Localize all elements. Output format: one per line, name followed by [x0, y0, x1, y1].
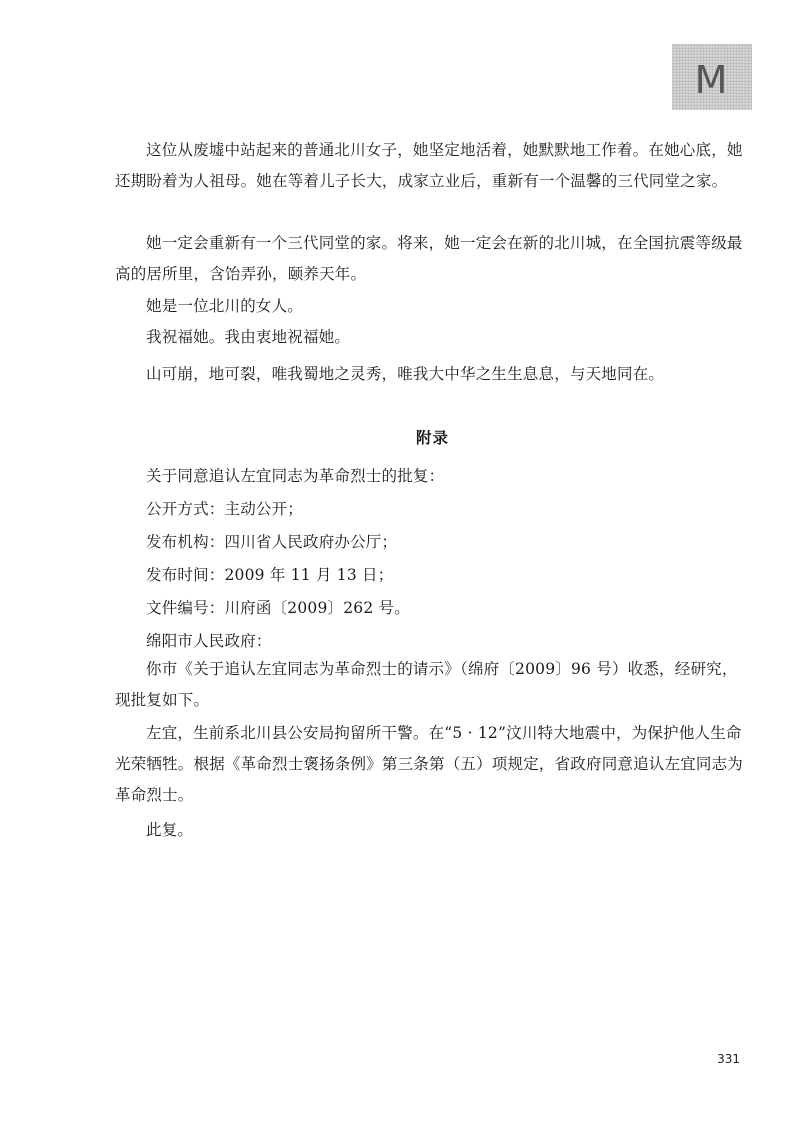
body-paragraph-5: 山可崩，地可裂，唯我蜀地之灵秀，唯我大中华之生生息息，与天地同在。 [146, 365, 665, 383]
section-tab-letter: M [694, 58, 728, 102]
appendix-disclosure: 公开方式：主动公开； [146, 500, 304, 518]
appendix-title-line: 关于同意追认左宜同志为革命烈士的批复： [146, 467, 445, 485]
body-paragraph-4: 我祝福她。我由衷地祝福她。 [146, 328, 351, 346]
body-paragraph-1: 这位从废墟中站起来的普通北川女子，她坚定地活着，她默默地工作着。在她心底，她还期盼着为人祖母。她在等着儿子长大，成家立业后，重新有一个温馨的三代同堂之家。 [115, 141, 743, 190]
page-number: 331 [717, 1052, 740, 1066]
appendix-heading: 附录 [415, 428, 449, 447]
appendix-doc-number: 文件编号：川府函〔2009〕262 号。 [146, 599, 410, 617]
appendix-issuer: 发布机构：四川省人民政府办公厅； [146, 533, 398, 551]
appendix-reply-intro: 你市《关于追认左宜同志为革命烈士的请示》（绵府〔2009〕96 号）收悉，经研究，现批复如下。 [115, 660, 738, 709]
appendix-date: 发布时间：2009 年 11 月 13 日； [146, 566, 394, 584]
appendix-reply-body: 左宜，生前系北川县公安局拘留所干警。在“5 · 12”汶川特大地震中，为保护他人生命光荣牺牲。根据《革命烈士褒扬条例》第三条第（五）项规定，省政府同意追认左宜同志为革命烈士。 [115, 724, 744, 804]
appendix-closing: 此复。 [146, 821, 194, 839]
body-paragraph-2: 她一定会重新有一个三代同堂的家。将来，她一定会在新的北川城，在全国抗震等级最高的居所里，含饴弄孙，颐养天年。 [115, 234, 743, 283]
appendix-addressee: 绵阳市人民政府： [146, 632, 272, 650]
body-paragraph-3: 她是一位北川的女人。 [146, 297, 304, 315]
